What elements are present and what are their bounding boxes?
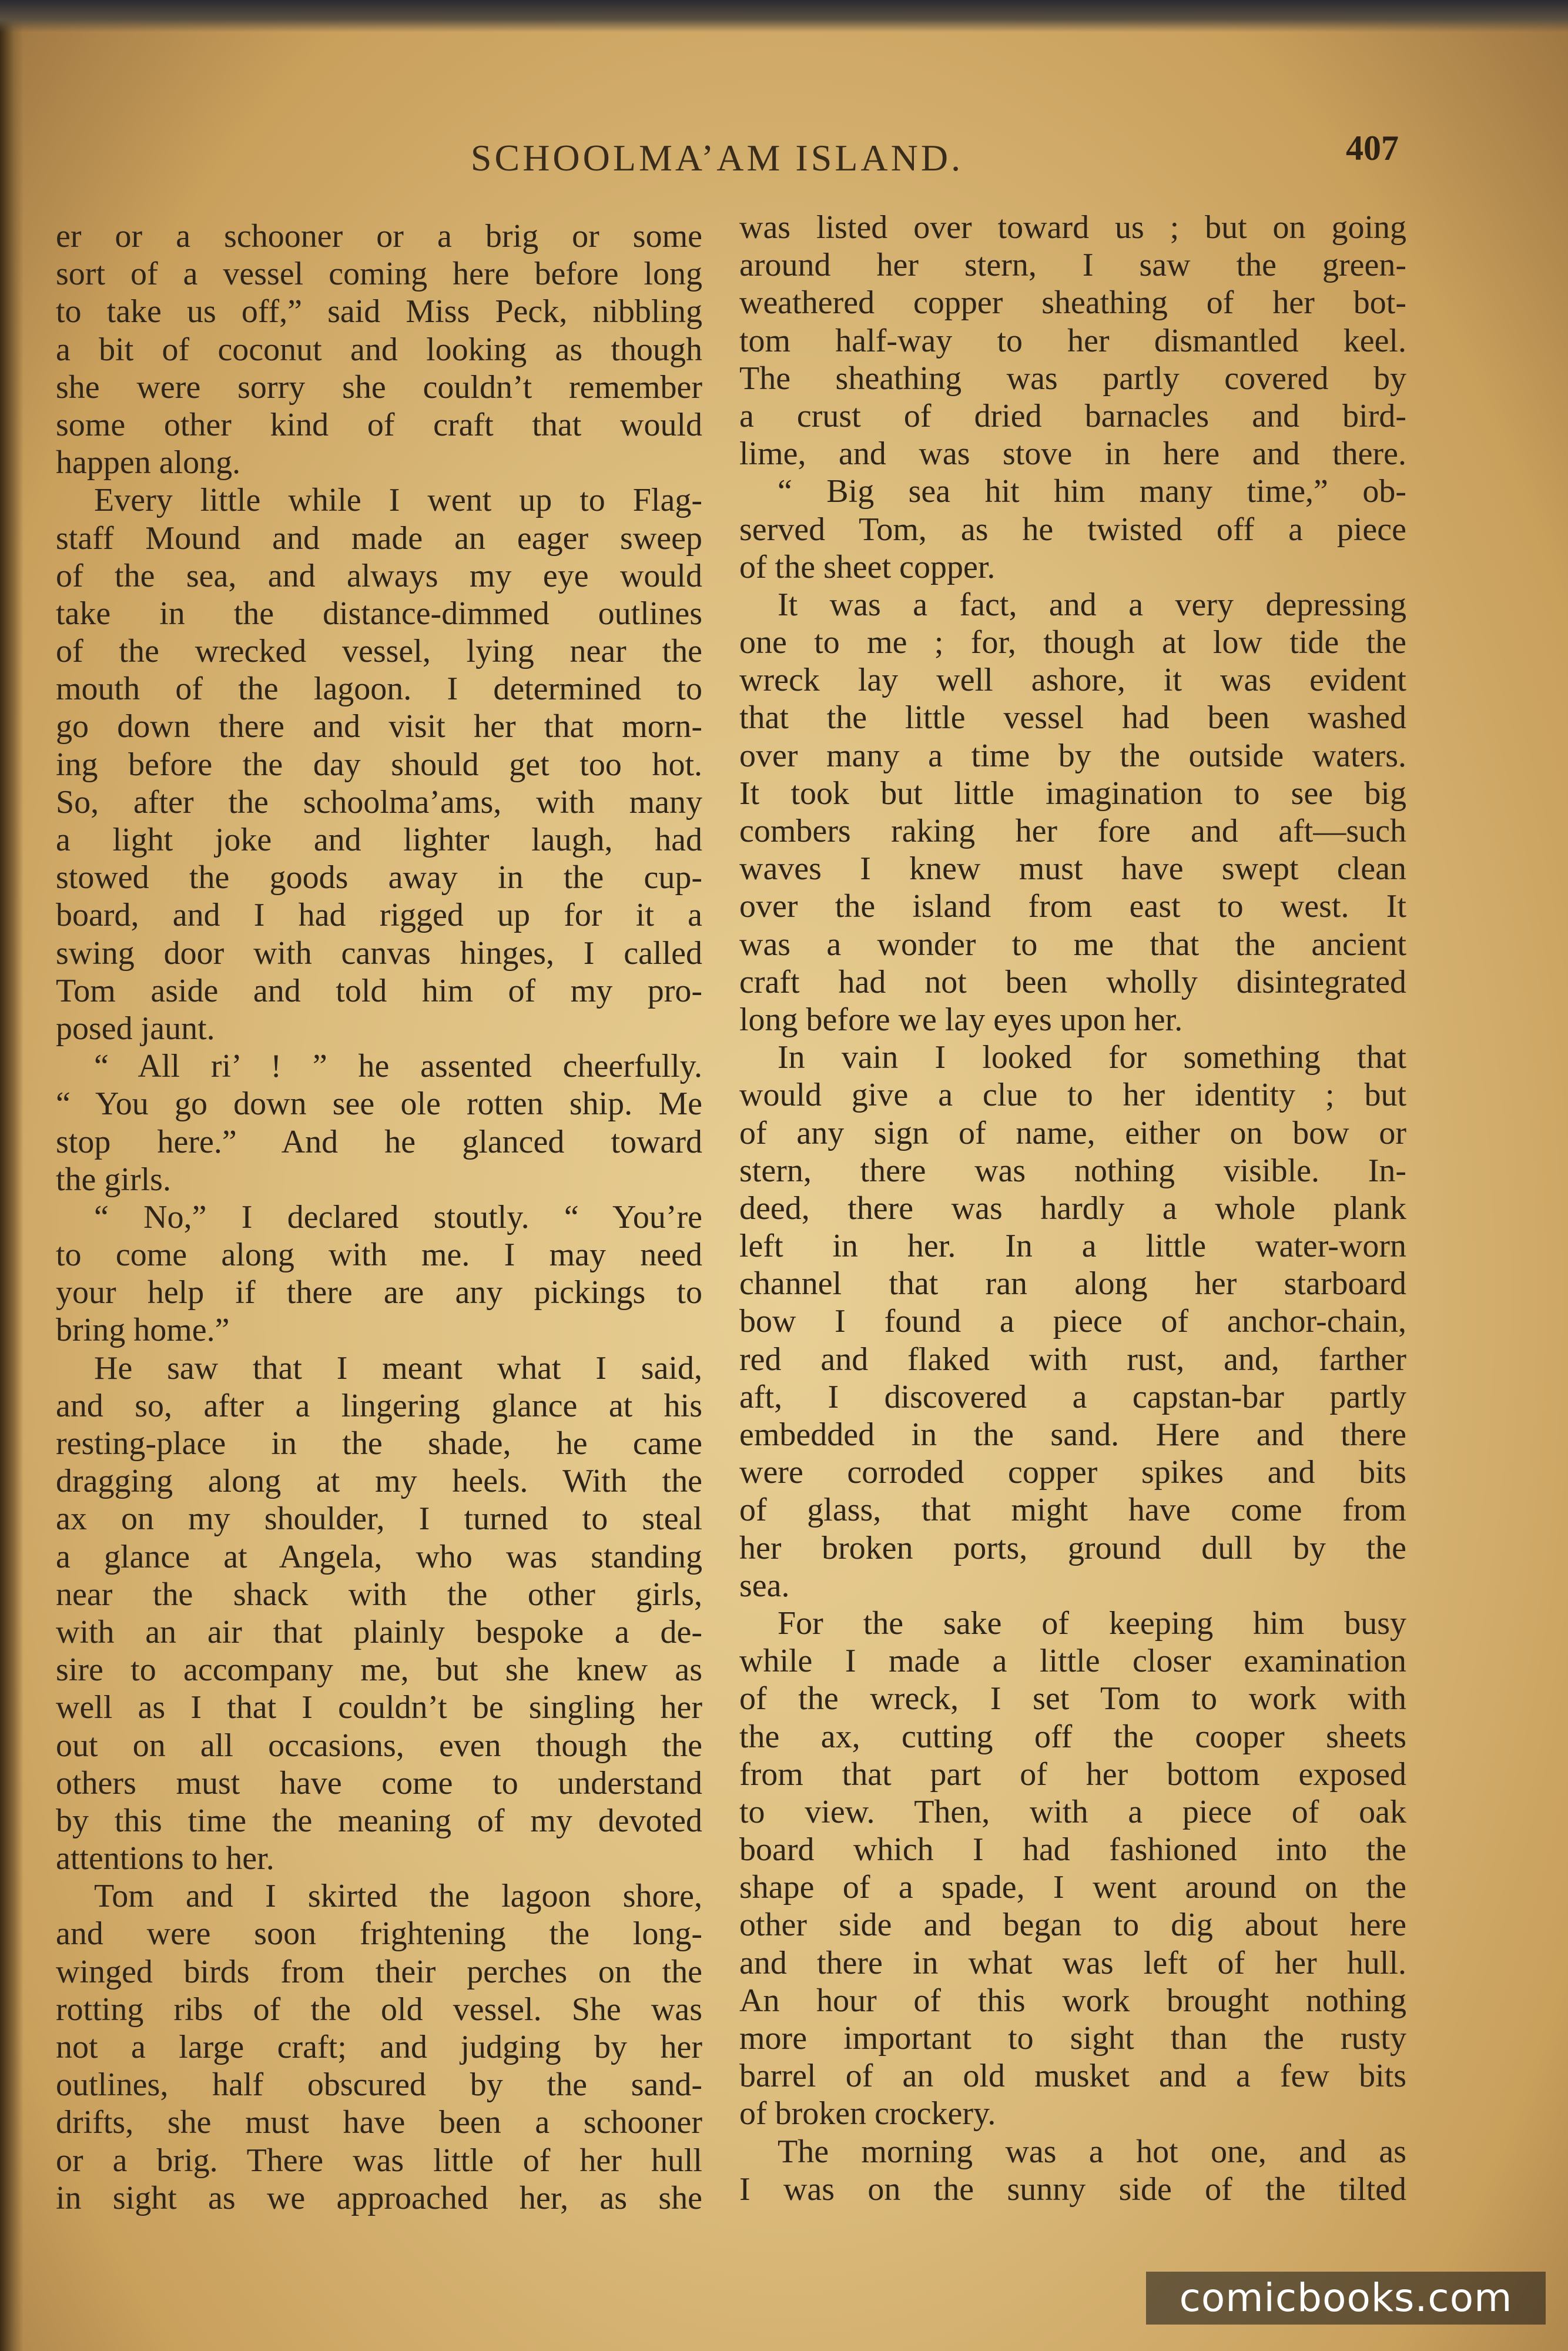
text-line: well as I that I couldn’t be singling her	[56, 1689, 702, 1726]
text-line: to view. Then, with a piece of oak	[739, 1793, 1406, 1830]
text-line: and were soon frightening the long-	[56, 1915, 702, 1953]
text-line: a light joke and lighter laugh, had	[56, 822, 702, 858]
text-line: Every little while I went up to Flag-	[94, 482, 702, 519]
text-line: waves I knew must have swept clean	[739, 850, 1406, 888]
text-line: of the sheet copper.	[739, 548, 996, 585]
text-line: over many a time by the outside waters.	[739, 737, 1406, 774]
text-line: “ No,” I declared stoutly. “ You’re	[94, 1198, 702, 1235]
text-line: out on all occasions, even though the	[56, 1727, 702, 1764]
text-line: she were sorry she couldn’t remember	[56, 369, 702, 406]
text-line: “ All ri’ ! ” he assented cheerfully.	[94, 1048, 702, 1085]
text-line: stop here.” And he glanced toward	[56, 1123, 702, 1160]
text-line: stowed the goods away in the cup-	[56, 859, 702, 896]
text-line: combers raking her fore and aft—such	[739, 813, 1406, 849]
text-line: from that part of her bottom exposed	[739, 1756, 1406, 1793]
text-line: to take us off,” said Miss Peck, nibbling	[56, 293, 702, 330]
text-line: It was a fact, and a very depressing	[778, 586, 1406, 623]
text-line: or a brig. There was little of her hull	[56, 2142, 702, 2179]
text-line: and so, after a lingering glance at his	[56, 1387, 702, 1424]
text-line: stern, there was nothing visible. In-	[739, 1152, 1406, 1189]
text-line: shape of a spade, I went around on the	[739, 1869, 1406, 1906]
text-line: your help if there are any pickings to	[56, 1274, 702, 1311]
text-line: other side and began to dig about here	[739, 1907, 1406, 1944]
text-line: swing door with canvas hinges, I called	[56, 935, 702, 972]
text-line: weathered copper sheathing of her bot-	[739, 284, 1406, 321]
text-line: board which I had fashioned into the	[739, 1831, 1406, 1868]
text-line: the girls.	[56, 1161, 171, 1198]
text-line: He saw that I meant what I said,	[94, 1349, 702, 1387]
text-line: and there in what was left of her hull.	[739, 1944, 1406, 1981]
text-line: was a wonder to me that the ancient	[739, 926, 1406, 963]
text-line: a glance at Angela, who was standing	[56, 1538, 702, 1575]
text-line: near the shack with the other girls,	[56, 1576, 702, 1613]
text-line: go down there and visit her that morn-	[56, 708, 702, 745]
text-line: deed, there was hardly a whole plank	[739, 1190, 1406, 1227]
text-line: one to me ; for, though at low tide the	[739, 624, 1406, 661]
text-line: of the wrecked vessel, lying near the	[56, 633, 702, 670]
text-line: to come along with me. I may need	[56, 1237, 702, 1274]
text-line: of any sign of name, either on bow or	[739, 1114, 1406, 1151]
text-line: a bit of coconut and looking as though	[56, 331, 702, 368]
text-line: take in the distance-dimmed outlines	[56, 595, 702, 632]
text-line: sort of a vessel coming here before long	[56, 256, 702, 293]
text-line: red and flaked with rust, and, farther	[739, 1341, 1406, 1378]
text-line: in sight as we approached her, as she	[56, 2179, 702, 2216]
text-line: “ Big sea hit him many time,” ob-	[778, 473, 1406, 510]
text-line: staff Mound and made an eager sweep	[56, 520, 702, 557]
text-line: It took but little imagination to see big	[739, 775, 1406, 812]
text-line: dragging along at my heels. With the	[56, 1463, 702, 1500]
text-line: bring home.”	[56, 1312, 230, 1349]
watermark-logo: comicbooks.com	[1146, 2272, 1546, 2325]
text-line: sea.	[739, 1567, 790, 1604]
text-line: of broken crockery.	[739, 2095, 996, 2132]
text-line: tom half-way to her dismantled keel.	[739, 322, 1406, 359]
text-line: around her stern, I saw the green-	[739, 247, 1406, 284]
text-line: er or a schooner or a brig or some	[56, 218, 702, 254]
text-line: sire to accompany me, but she knew as	[56, 1652, 702, 1689]
text-line: So, after the schoolma’ams, with many	[56, 783, 702, 820]
text-line: long before we lay eyes upon her.	[739, 1001, 1183, 1038]
text-line: attentions to her.	[56, 1840, 274, 1877]
text-line: outlines, half obscured by the sand-	[56, 2067, 702, 2104]
text-line: board, and I had rigged up for it a	[56, 897, 702, 934]
text-line: not a large craft; and judging by her	[56, 2029, 702, 2065]
text-line: An hour of this work brought nothing	[739, 1982, 1406, 2019]
text-line: ax on my shoulder, I turned to steal	[56, 1501, 702, 1538]
binding-shadow	[0, 0, 24, 2351]
text-line: of glass, that might have come from	[739, 1492, 1406, 1529]
page-number: 407	[1346, 129, 1399, 168]
text-line: the ax, cutting off the cooper sheets	[739, 1718, 1406, 1755]
text-line: mouth of the lagoon. I determined to	[56, 671, 702, 708]
left-text-column	[56, 217, 702, 2217]
running-head: SCHOOLMA’AM ISLAND.	[470, 137, 964, 179]
text-line: while I made a little closer examination	[739, 1643, 1406, 1680]
text-line: Tom and I skirted the lagoon shore,	[94, 1878, 702, 1915]
text-line: resting-place in the shade, he came	[56, 1425, 702, 1462]
text-line: bow I found a piece of anchor-chain,	[739, 1303, 1406, 1340]
text-line: lime, and was stove in here and there.	[739, 436, 1406, 473]
text-line: over the island from east to west. It	[739, 888, 1406, 925]
text-line: For the sake of keeping him busy	[778, 1605, 1406, 1642]
text-line: ing before the day should get too hot.	[56, 746, 702, 783]
text-line: others must have come to understand	[56, 1764, 702, 1801]
text-line: craft had not been wholly disintegrated	[739, 963, 1406, 1000]
text-line: embedded in the sand. Here and there	[739, 1416, 1406, 1453]
text-line: her broken ports, ground dull by the	[739, 1529, 1406, 1566]
text-line: a crust of dried barnacles and bird-	[739, 397, 1406, 434]
text-line: The sheathing was partly covered by	[739, 360, 1406, 397]
text-line: that the little vessel had been washed	[739, 699, 1406, 736]
text-line: rotting ribs of the old vessel. She was	[56, 1991, 702, 2028]
text-line: would give a clue to her identity ; but	[739, 1077, 1406, 1114]
text-line: served Tom, as he twisted off a piece	[739, 511, 1406, 548]
text-line: winged birds from their perches on the	[56, 1953, 702, 1990]
right-text-column	[739, 209, 1406, 2208]
text-line: left in her. In a little water-worn	[739, 1228, 1406, 1265]
text-line: channel that ran along her starboard	[739, 1265, 1406, 1302]
text-line: were corroded copper spikes and bits	[739, 1454, 1406, 1491]
text-line: some other kind of craft that would	[56, 406, 702, 443]
text-line: happen along.	[56, 444, 241, 481]
text-line: of the sea, and always my eye would	[56, 557, 702, 594]
top-edge-shadow	[0, 0, 1568, 32]
text-line: Tom aside and told him of my pro-	[56, 972, 702, 1009]
text-line: of the wreck, I set Tom to work with	[739, 1680, 1406, 1717]
text-line: “ You go down see ole rotten ship. Me	[56, 1086, 702, 1123]
text-line: with an air that plainly bespoke a de-	[56, 1613, 702, 1650]
text-line: more important to sight than the rusty	[739, 2020, 1406, 2057]
text-line: wreck lay well ashore, it was evident	[739, 662, 1406, 699]
text-line: In vain I looked for something that	[778, 1039, 1406, 1076]
text-line: by this time the meaning of my devoted	[56, 1802, 702, 1839]
text-line: drifts, she must have been a schooner	[56, 2104, 702, 2141]
text-line: barrel of an old musket and a few bits	[739, 2058, 1406, 2095]
text-line: aft, I discovered a capstan-bar partly	[739, 1378, 1406, 1415]
text-line: The morning was a hot one, and as	[778, 2133, 1406, 2170]
text-line: posed jaunt.	[56, 1010, 215, 1047]
text-line: was listed over toward us ; but on going	[739, 209, 1406, 246]
text-line: I was on the sunny side of the tilted	[739, 2171, 1406, 2208]
